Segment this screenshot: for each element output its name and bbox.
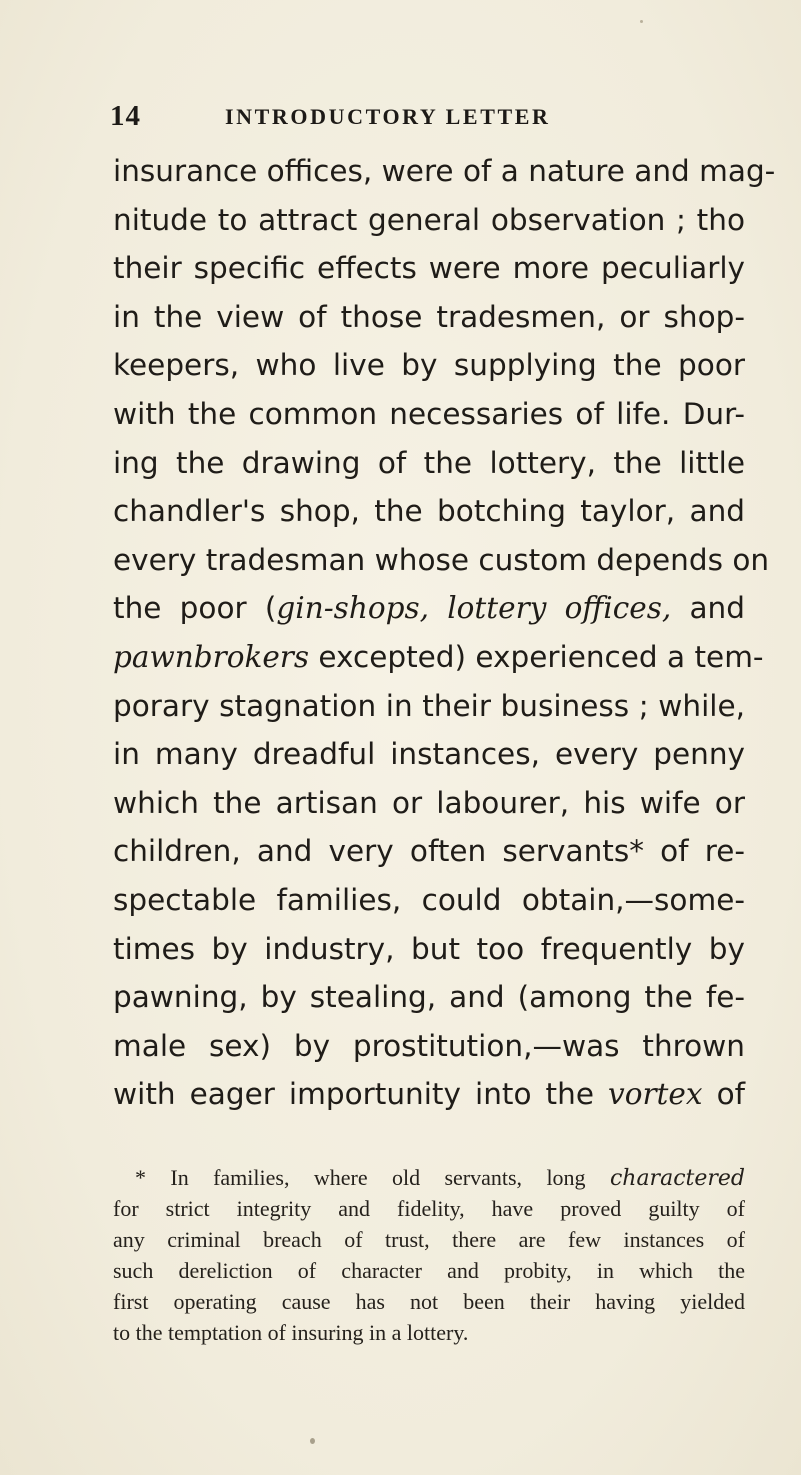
paper-speck bbox=[310, 1438, 315, 1444]
italic-text: charactered bbox=[609, 1166, 745, 1191]
footnote bbox=[113, 1162, 745, 1348]
italic-text: vortex bbox=[608, 1077, 703, 1112]
text-line: male sex) by prostitution,—was thrown bbox=[113, 1028, 745, 1063]
footnote-line: for strict integrity and fidelity, have proved guilty of bbox=[113, 1196, 745, 1221]
text-line: their specific effects were more peculiarly bbox=[113, 251, 745, 286]
text-line: insurance offices, were of a nature and mag- bbox=[113, 154, 776, 188]
text-line: every tradesman whose custom depends on bbox=[113, 542, 770, 577]
text-line: keepers, who live by supplying the poor bbox=[113, 348, 745, 383]
text-line: porary stagnation in their business ; while, bbox=[113, 688, 745, 723]
body-text bbox=[113, 147, 776, 1119]
text-line: with eager importunity into the vortex of bbox=[113, 1077, 746, 1112]
text-line: in the view of those tradesmen, or shop- bbox=[113, 299, 745, 334]
text-line: nitude to attract general observation ; tho bbox=[113, 202, 745, 237]
text-line: the poor (gin-shops, lottery offices, and bbox=[113, 591, 745, 626]
running-head bbox=[110, 100, 750, 136]
text-line: in many dreadful instances, every penny bbox=[113, 737, 745, 772]
footnote-line: * In families, where old servants, long charactered bbox=[135, 1165, 745, 1191]
text-line: chandler's shop, the botching taylor, and bbox=[113, 494, 745, 529]
text-line: pawnbrokers excepted) experienced a tem- bbox=[113, 639, 764, 674]
text-line: times by industry, but too frequently by bbox=[113, 931, 745, 966]
footnote-line: to the temptation of insuring in a lottery. bbox=[113, 1320, 469, 1345]
text-line: ing the drawing of the lottery, the little bbox=[113, 445, 745, 480]
text-line: spectable families, could obtain,—some- bbox=[113, 882, 745, 917]
footnote-line: such dereliction of character and probity, in which the bbox=[113, 1258, 745, 1283]
italic-text: gin-shops, lottery offices, bbox=[276, 591, 672, 626]
text-line: with the common necessaries of life. Dur- bbox=[113, 396, 745, 431]
italic-text: pawnbrokers bbox=[113, 639, 310, 674]
paper-speck bbox=[640, 20, 643, 23]
footnote-line: any criminal breach of trust, there are few instances of bbox=[113, 1227, 745, 1252]
text-line: which the artisan or labourer, his wife or bbox=[113, 785, 745, 820]
page-number: 14 bbox=[110, 100, 141, 132]
running-title: INTRODUCTORY LETTER bbox=[225, 104, 551, 129]
footnote-line: first operating cause has not been their having yielded bbox=[113, 1289, 745, 1314]
text-line: children, and very often servants* of re- bbox=[113, 834, 745, 869]
text-line: pawning, by stealing, and (among the fe- bbox=[113, 980, 745, 1015]
